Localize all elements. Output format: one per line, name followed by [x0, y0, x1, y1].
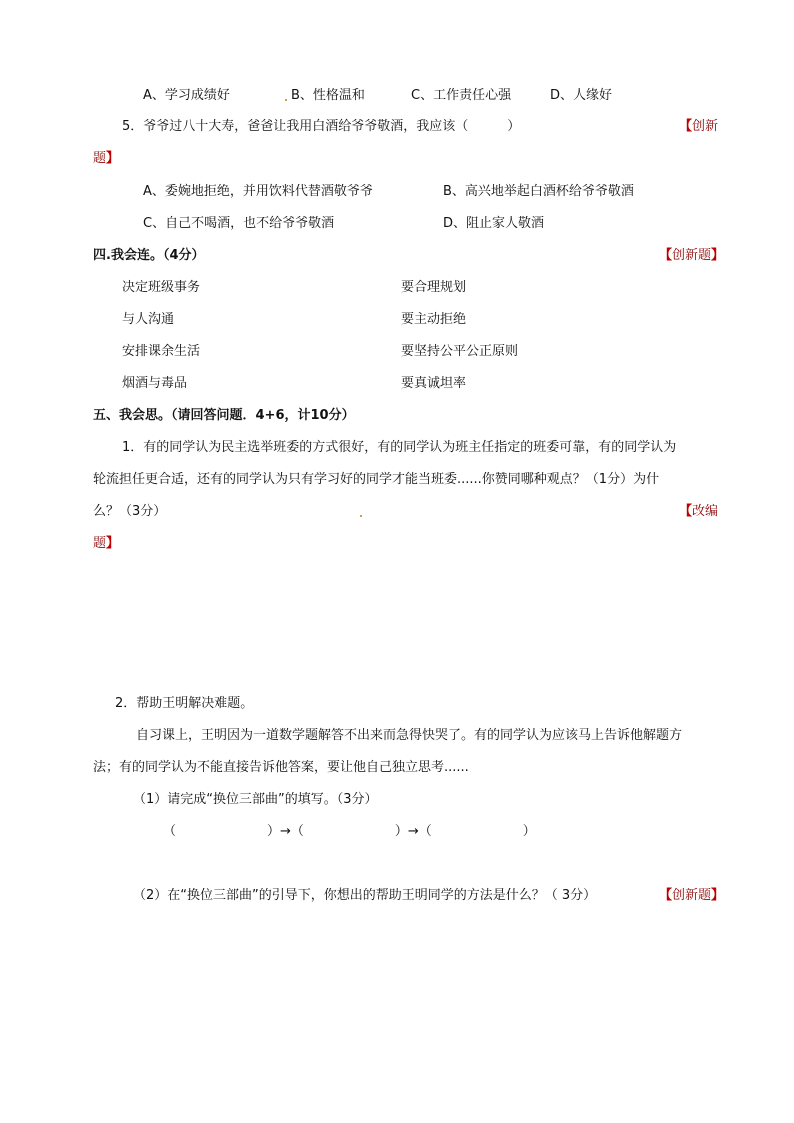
q1-line2: 轮流担任更合适，还有的同学认为只有学习好的同学才能当班委......你赞同哪种观点？（1分）为什 [93, 472, 660, 487]
q5-option-b: B、高兴地举起白酒杯给爷爷敬酒 [443, 184, 634, 199]
q4-option-b: B、性格温和 [291, 88, 365, 103]
match-left-item: 与人沟通 [122, 312, 175, 327]
section4-heading: 四.我会连。（4分） [93, 248, 205, 263]
q2-paragraph-line2: 法；有的同学认为不能直接告诉他答案，要让他自己独立思考...... [93, 760, 469, 775]
match-right-item: 要真诚坦率 [401, 376, 467, 391]
q5-stem: 5．爷爷过八十大寿，爸爸让我用白酒给爷爷敬酒，我应该（ ） [122, 119, 521, 134]
bracket-open: 【 [679, 504, 693, 519]
q5-tag-line1: 【创新 [679, 119, 719, 134]
q5-option-c: C、自己不喝酒，也不给爷爷敬酒 [143, 216, 335, 231]
section4-tag: 【创新题】 [659, 248, 725, 263]
bracket-open: 【 [659, 248, 673, 263]
match-right-item: 要主动拒绝 [401, 312, 467, 327]
section5-heading: 五、我会思。（请回答问题．4+6，计10分） [93, 408, 355, 423]
match-left-item: 安排课余生活 [122, 344, 201, 359]
q1-line1: 1．有的同学认为民主选举班委的方式很好，有的同学认为班主任指定的班委可靠，有的同学认为 [122, 440, 677, 455]
bracket-close: 】 [711, 248, 725, 263]
bracket-close: 】 [711, 888, 725, 903]
q1-tag-line2: 题】 [93, 536, 120, 551]
decorative-dot [285, 99, 287, 101]
q4-option-a: A、学习成绩好 [143, 88, 230, 103]
q2-sub1: （1）请完成“换位三部曲”的填写。（3分） [133, 792, 378, 807]
q1-tag-line1: 【改编 [679, 504, 719, 519]
bracket-open: 【 [659, 888, 673, 903]
bracket-open: 【 [679, 119, 693, 134]
match-left-item: 烟酒与毒品 [122, 376, 188, 391]
q4-option-d: D、人缘好 [550, 88, 613, 103]
q5-tag-line2: 题】 [93, 151, 120, 166]
q2-title: 2．帮助王明解决难题。 [115, 696, 254, 711]
q2-blanks: （ ）→（ ）→（ ） [163, 824, 536, 839]
match-left-item: 决定班级事务 [122, 280, 201, 295]
match-right-item: 要合理规划 [401, 280, 467, 295]
q2-sub2: （2）在“换位三部曲”的引导下，你想出的帮助王明同学的方法是什么？（ 3分） [133, 888, 597, 903]
bracket-close: 】 [106, 151, 120, 166]
q2-paragraph-line1: 自习课上，王明因为一道数学题解答不出来而急得快哭了。有的同学认为应该马上告诉他解题方 [136, 728, 683, 743]
match-right-item: 要坚持公平公正原则 [401, 344, 519, 359]
q5-option-d: D、阻止家人敬酒 [443, 216, 545, 231]
q1-line3: 么？（3分） [93, 504, 167, 519]
q4-option-c: C、工作责任心强 [411, 88, 512, 103]
q2-tag: 【创新题】 [659, 888, 725, 903]
bracket-close: 】 [106, 536, 120, 551]
q5-option-a: A、委婉地拒绝，并用饮料代替酒敬爷爷 [143, 184, 373, 199]
decorative-dot [360, 515, 362, 517]
